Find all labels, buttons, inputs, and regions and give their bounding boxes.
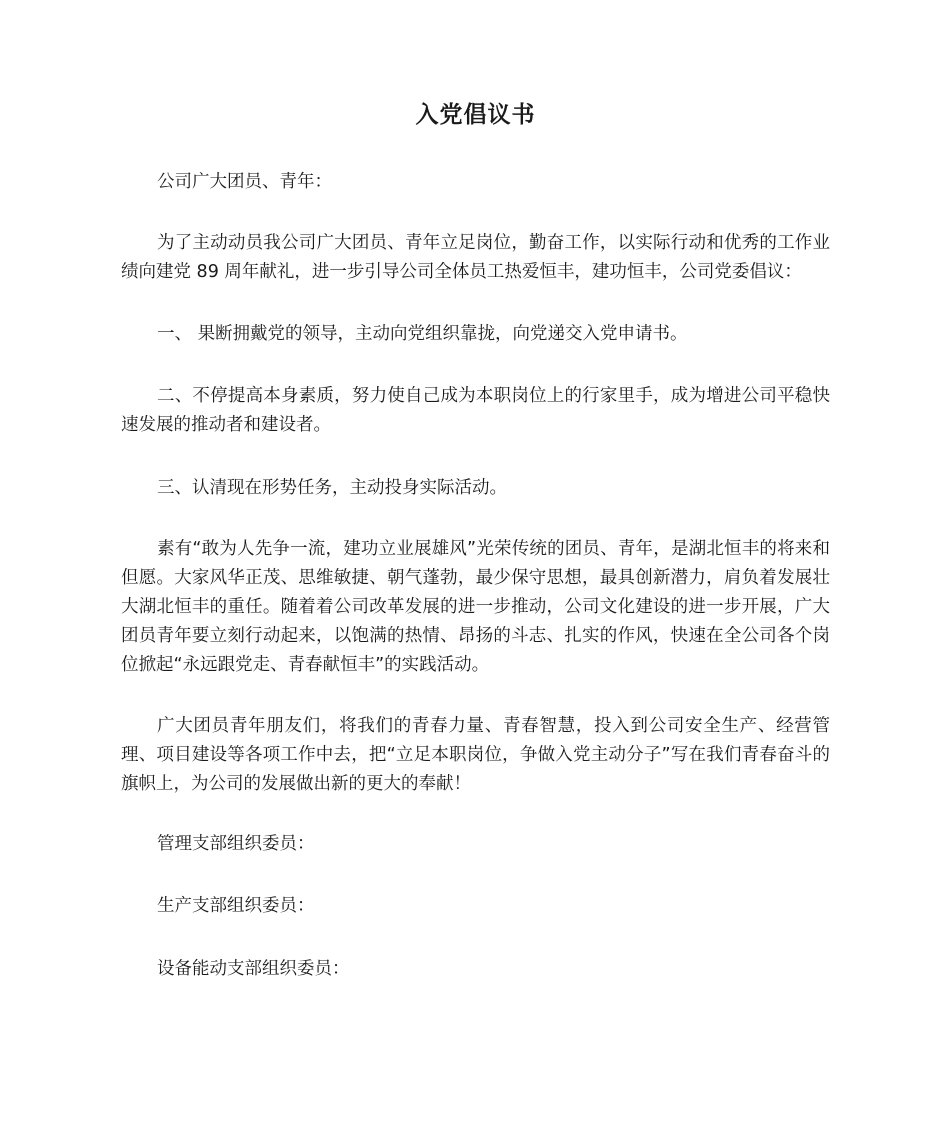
salutation: 公司广大团员、青年：	[157, 172, 332, 192]
body-paragraph-2: 广大团员青年朋友们，将我们的青春力量、青春智慧，投入到公司安全生产、经营管理、项目建设等各项工作中去，把“立足本职岗位，争做入党主动分子”写在我们青春奋斗的旗帜上，为公司的发展做出新的更大的奉献！	[121, 716, 830, 794]
proposal-item-3: 三、认清现在形势任务，主动投身实际活动。	[157, 478, 507, 498]
document-title: 入党倡议书	[415, 102, 536, 128]
proposal-item-1: 一、 果断拥戴党的领导，主动向党组织靠拢，向党递交入党申请书。	[157, 324, 688, 344]
proposal-item-2: 二、不停提高本身素质，努力使自己成为本职岗位上的行家里手，成为增进公司平稳快速发展的推动者和建设者。	[121, 386, 830, 435]
signature-line-production: 生产支部组织委员：	[157, 896, 315, 916]
body-paragraph-1: 素有“敢为人先争一流，建功立业展雄风”光荣传统的团员、青年，是湖北恒丰的将来和但愿。大家风华正茂、思维敏捷、朝气蓬勃，最少保守思想，最具创新潜力，肩负着发展壮大湖北恒丰的重任。随着着公司改革发展的进一步推动，公司文化建设的进一步开展，广大团员青年要立刻行动起来，以饱满的热情、昂扬的斗志、扎实的作风，快速在全公司各个岗位掀起“永远跟党走、青春献恒丰”的实践活动。	[121, 539, 830, 675]
intro-paragraph: 为了主动动员我公司广大团员、青年立足岗位，勤奋工作，以实际行动和优秀的工作业绩向建党 89 周年献礼，进一步引导公司全体员工热爱恒丰，建功恒丰，公司党委倡议：	[121, 233, 830, 282]
signature-line-equipment: 设备能动支部组织委员：	[157, 959, 350, 979]
signature-line-management: 管理支部组织委员：	[157, 834, 315, 854]
